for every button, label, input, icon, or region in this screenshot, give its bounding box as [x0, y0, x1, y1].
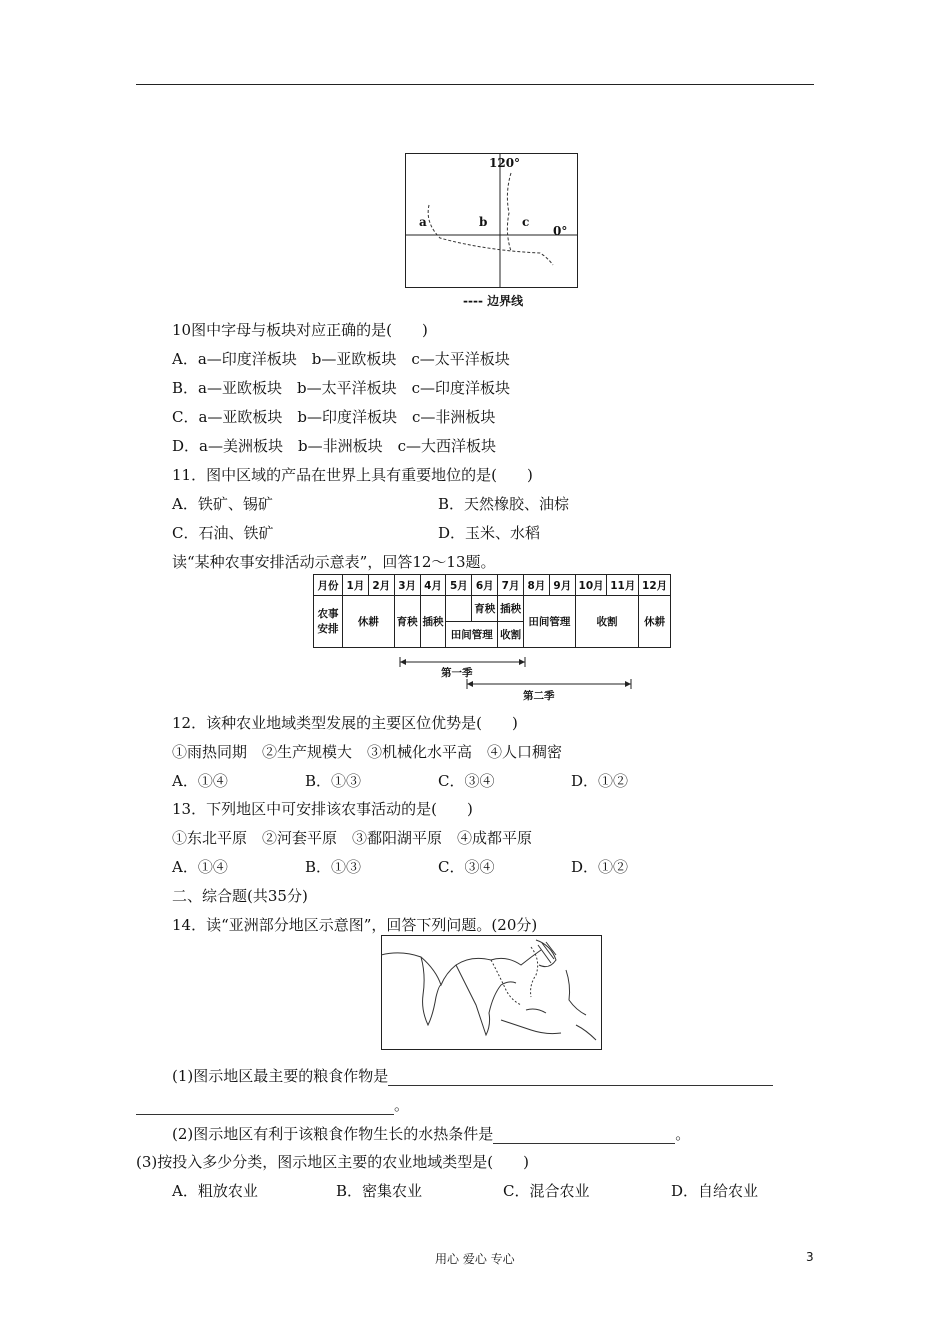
cell-harvest-1: 收割	[498, 622, 524, 648]
month-3: 3月	[394, 575, 420, 596]
q12-option-a[interactable]: A．①④	[172, 772, 228, 790]
q14-option-d[interactable]: D．自给农业	[671, 1182, 759, 1200]
month-6: 6月	[472, 575, 498, 596]
q14-part1	[172, 1066, 773, 1086]
q14-part1-text: (1)图示地区最主要的粮食作物是	[172, 1067, 389, 1085]
cell-seedling-1: 育秧	[394, 596, 420, 648]
q14-part2	[172, 1124, 690, 1144]
cell-transplant-1: 插秧	[420, 596, 446, 648]
q12-option-c[interactable]: C．③④	[438, 772, 495, 790]
month-12: 12月	[639, 575, 671, 596]
label-c: c	[522, 215, 530, 229]
cell-harvest-2: 收割	[575, 596, 638, 648]
month-2: 2月	[368, 575, 394, 596]
q14-part2-end: 。	[675, 1125, 691, 1143]
cell-fallow-2: 休耕	[639, 596, 671, 648]
month-5: 5月	[446, 575, 472, 596]
section-2-heading: 二、综合题(共35分)	[172, 887, 308, 905]
q11-option-d[interactable]: D．玉米、水稻	[438, 524, 541, 542]
season-brackets	[395, 654, 640, 702]
q14-option-a[interactable]: A．粗放农业	[172, 1182, 258, 1200]
q14-part1-cont	[136, 1095, 409, 1115]
header-rule	[136, 84, 814, 85]
q12-option-b[interactable]: B．①③	[305, 772, 362, 790]
asia-map-svg	[381, 935, 602, 1050]
q10-option-b[interactable]: B．a—亚欧板块 b—太平洋板块 c—印度洋板块	[172, 379, 510, 397]
q13-stem: 13．下列地区中可安排该农事活动的是( )	[172, 800, 473, 818]
q13-option-d[interactable]: D．①②	[571, 858, 629, 876]
q13-items: ①东北平原 ②河套平原 ③鄱阳湖平原 ④成都平原	[172, 829, 533, 847]
q14-part1-blank-cont[interactable]	[136, 1114, 394, 1115]
q10-option-a[interactable]: A．a—印度洋板块 b—亚欧板块 c—太平洋板块	[172, 350, 510, 368]
q14-part1-blank[interactable]	[388, 1085, 773, 1086]
intro-12-13: 读“某种农事安排活动示意表”，回答12～13题。	[172, 553, 496, 571]
q14-part2-text: (2)图示地区有利于该粮食作物生长的水热条件是	[172, 1125, 494, 1143]
asia-map	[381, 935, 602, 1050]
q13-option-a[interactable]: A．①④	[172, 858, 228, 876]
q12-option-d[interactable]: D．①②	[571, 772, 629, 790]
q10-stem: 10图中字母与板块对应正确的是( )	[172, 321, 428, 339]
q12-items: ①雨热同期 ②生产规模大 ③机械化水平高 ④人口稠密	[172, 743, 563, 761]
season-1-label: 第一季	[441, 667, 473, 679]
cell-fallow-1: 休耕	[343, 596, 395, 648]
q14-part1-end: 。	[394, 1096, 410, 1114]
season-2-label: 第二季	[523, 690, 555, 702]
q14-part3: (3)按投入多少分类，图示地区主要的农业地域类型是( )	[136, 1153, 529, 1171]
cell-field-mgmt-1: 田间管理	[446, 622, 498, 648]
q10-option-d[interactable]: D．a—美洲板块 b—非洲板块 c—大西洋板块	[172, 437, 496, 455]
plate-map-svg	[405, 153, 578, 288]
month-11: 11月	[607, 575, 639, 596]
q11-option-c[interactable]: C．石油、铁矿	[172, 524, 274, 542]
month-header: 月份	[314, 575, 343, 596]
map-legend: ---- 边界线	[463, 294, 524, 308]
q10-option-c[interactable]: C．a—亚欧板块 b—印度洋板块 c—非洲板块	[172, 408, 496, 426]
q13-option-b[interactable]: B．①③	[305, 858, 362, 876]
q11-option-a[interactable]: A．铁矿、锡矿	[172, 495, 273, 513]
q11-option-b[interactable]: B．天然橡胶、油棕	[438, 495, 570, 513]
month-1: 1月	[343, 575, 369, 596]
q11-stem: 11．图中区域的产品在世界上具有重要地位的是( )	[172, 466, 533, 484]
cell-seedling-2: 育秧	[472, 596, 498, 622]
cell-field-mgmt-2: 田间管理	[524, 596, 576, 648]
month-8: 8月	[524, 575, 550, 596]
month-9: 9月	[549, 575, 575, 596]
month-4: 4月	[420, 575, 446, 596]
lon-label: 120°	[489, 156, 521, 170]
q14-part2-blank[interactable]	[493, 1143, 675, 1144]
farm-schedule-table	[313, 574, 671, 648]
q14-option-c[interactable]: C．混合农业	[503, 1182, 590, 1200]
cell-blank-5	[446, 596, 472, 622]
q13-option-c[interactable]: C．③④	[438, 858, 495, 876]
label-b: b	[479, 215, 488, 229]
q12-stem: 12．该种农业地域类型发展的主要区位优势是( )	[172, 714, 518, 732]
label-a: a	[419, 215, 427, 229]
page-number: 3	[806, 1250, 814, 1264]
q14-stem: 14．读“亚洲部分地区示意图”，回答下列问题。(20分)	[172, 916, 538, 934]
cell-transplant-2: 插秧	[498, 596, 524, 622]
q14-option-b[interactable]: B．密集农业	[336, 1182, 423, 1200]
footer-motto: 用心 爱心 专心	[435, 1252, 515, 1266]
row-label: 农事安排	[314, 596, 343, 648]
month-7: 7月	[498, 575, 524, 596]
month-10: 10月	[575, 575, 607, 596]
plate-map	[405, 153, 578, 288]
lat-label: 0°	[553, 224, 568, 238]
